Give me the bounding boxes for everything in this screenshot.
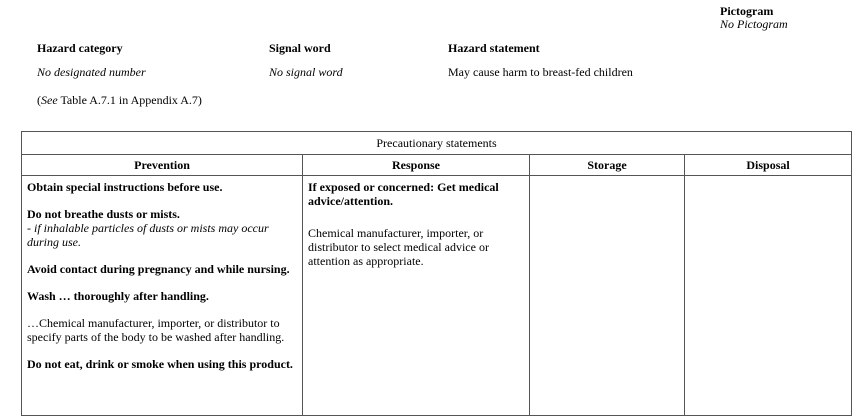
signal-word-value: No signal word	[269, 65, 343, 79]
hazard-category-value: No designated number	[37, 65, 146, 79]
pictogram-value: No Pictogram	[720, 17, 788, 31]
see-rest: Table A.7.1 in Appendix A.7)	[57, 93, 202, 107]
storage-cell	[530, 176, 685, 416]
prevention-statement: Do not breathe dusts or mists.	[27, 207, 180, 221]
response-cell	[303, 176, 530, 416]
response-note: Chemical manufacturer, importer, or distributor to select medical advice or attention as appropriate.	[308, 226, 489, 268]
prevention-statement: Avoid contact during pregnancy and while nursing.	[27, 262, 290, 276]
prevention-statement: Do not eat, drink or smoke when using this product.	[27, 357, 293, 371]
prevention-cell	[22, 176, 303, 416]
response-statement: If exposed or concerned: Get medical advice/attention.	[308, 180, 499, 208]
column-header-storage: Storage	[530, 155, 685, 176]
column-header-disposal: Disposal	[685, 155, 852, 176]
column-header-response: Response	[303, 155, 530, 176]
hazard-statement-value: May cause harm to breast-fed children	[448, 65, 633, 79]
column-header-prevention: Prevention	[22, 155, 303, 176]
disposal-cell	[685, 176, 852, 416]
precautionary-table	[21, 131, 852, 416]
prevention-note: - if inhalable particles of dusts or mists may occur during use.	[27, 221, 269, 249]
precautionary-title: Precautionary statements	[22, 132, 852, 155]
see-reference: (See Table A.7.1 in Appendix A.7)	[37, 93, 202, 107]
prevention-statement: Wash … thoroughly after handling.	[27, 289, 209, 303]
pictogram-label: Pictogram	[720, 4, 774, 18]
prevention-note: …Chemical manufacturer, importer, or distributor to specify parts of the body to be washed after handling.	[27, 316, 285, 344]
hazard-statement-label: Hazard statement	[448, 41, 540, 55]
hazard-category-label: Hazard category	[37, 41, 123, 55]
prevention-statement: Obtain special instructions before use.	[27, 180, 223, 194]
signal-word-label: Signal word	[269, 41, 331, 55]
see-prefix: See	[41, 93, 58, 107]
